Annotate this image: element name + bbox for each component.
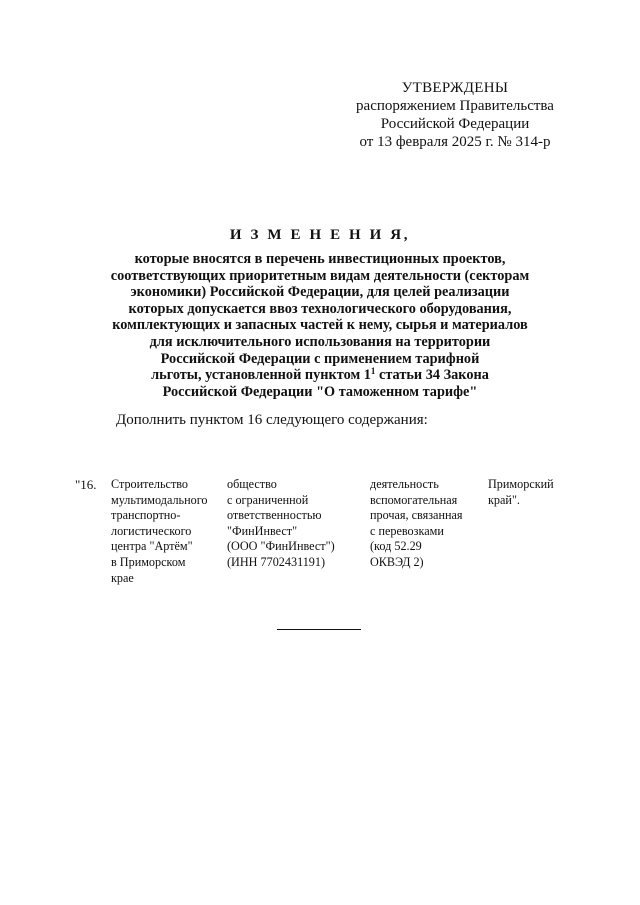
subtitle-line: комплектующих и запасных частей к нему, сырья и материалов — [112, 317, 528, 334]
cell-line: Строительство — [111, 477, 189, 491]
intro-paragraph: Дополнить пунктом 16 следующего содержания: — [116, 412, 428, 428]
cell-line: логистического — [111, 523, 192, 538]
subtitle-line: которые вносятся в перечень инвестиционных проектов, — [134, 251, 506, 267]
cell-line: с перевозками — [370, 523, 444, 538]
cell-line: мультимодального — [111, 492, 208, 507]
entry-number-text: "16. — [75, 477, 97, 492]
cell-line: край". — [488, 492, 520, 507]
cell-line: ОКВЭД 2) — [370, 554, 424, 569]
subtitle-line: которых допускается ввоз технологического оборудования, — [128, 300, 512, 317]
subtitle-line: для исключительного использования на территории — [149, 333, 491, 350]
cell-line: Приморский — [488, 477, 554, 491]
cell-line: крае — [111, 570, 134, 585]
organization-cell — [227, 477, 335, 571]
cell-line: общество — [227, 477, 277, 491]
approval-line: от 13 февраля 2025 г. № 314-р — [359, 134, 551, 150]
cell-line: деятельность — [370, 477, 439, 491]
approval-line: Российской Федерации — [380, 116, 530, 132]
subtitle-text: статьи 34 Закона — [375, 367, 489, 384]
activity-cell — [370, 477, 463, 571]
cell-line: (ИНН 7702431191) — [227, 554, 326, 569]
subtitle-line: соответствующих приоритетным видам деятельности (секторам — [110, 267, 530, 284]
subtitle-line: экономики) Российской Федерации, для целей реализации — [130, 284, 510, 301]
approval-heading: УТВЕРЖДЕНЫ — [401, 80, 509, 96]
end-rule — [277, 629, 361, 630]
subtitle-text: льготы, установленной пунктом 1 — [151, 367, 371, 384]
entry-number — [75, 477, 97, 493]
project-name-cell — [111, 477, 208, 586]
region-cell — [488, 477, 554, 508]
document-subtitle — [80, 251, 560, 400]
approval-line: распоряжением Правительства — [356, 98, 554, 114]
document-title: И З М Е Н Е Н И Я, — [229, 227, 411, 243]
subtitle-line: Российской Федерации "О таможенном тарифе" — [162, 383, 478, 400]
cell-line: прочая, связанная — [370, 508, 463, 523]
approval-block — [340, 79, 570, 151]
subtitle-line: Российской Федерации с применением тарифной — [160, 350, 480, 367]
cell-line: вспомогательная — [370, 492, 458, 507]
cell-line: с ограниченной — [227, 492, 309, 507]
cell-line: (ООО "ФинИнвест") — [227, 539, 335, 554]
cell-line: "ФинИнвест" — [227, 523, 298, 538]
cell-line: транспортно- — [111, 508, 181, 523]
cell-line: ответственностью — [227, 508, 322, 523]
cell-line: (код 52.29 — [370, 539, 422, 554]
cell-line: центра "Артём" — [111, 539, 193, 554]
subtitle-line — [80, 367, 560, 384]
superscript: 1 — [370, 366, 376, 377]
cell-line: в Приморском — [111, 554, 186, 569]
